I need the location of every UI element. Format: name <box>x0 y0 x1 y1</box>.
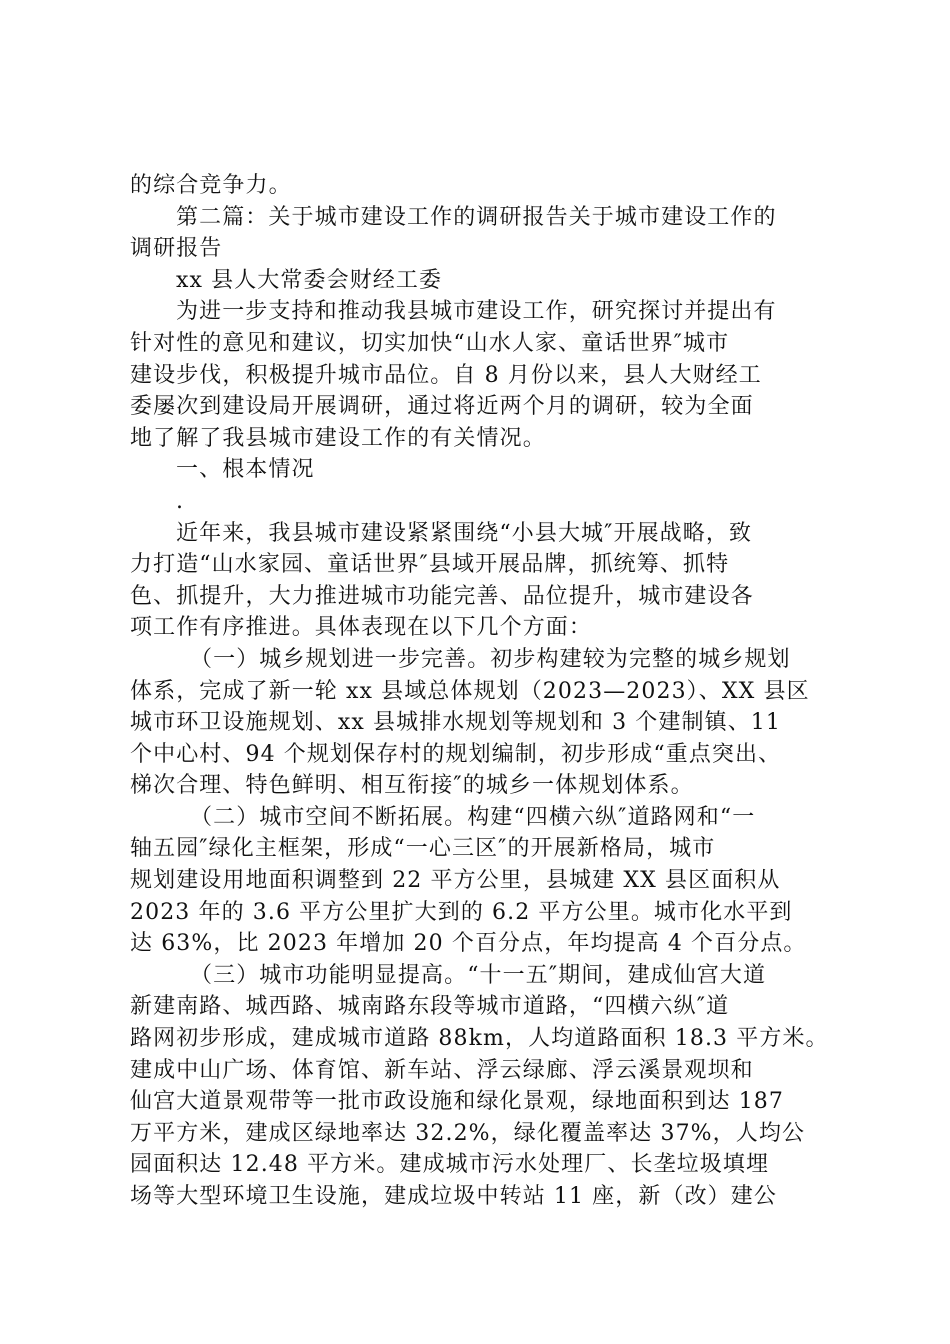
text-line: 路网初步形成，建成城市道路 88km，人均道路面积 18.3 平方米。 <box>130 1026 829 1052</box>
text-line: 2023 年的 3.6 平方公里扩大到的 6.2 平方公里。城市化水平到 <box>130 899 793 925</box>
text-line: 项工作有序推进。具体表现在以下几个方面： <box>130 615 593 641</box>
author-line: xx 县人大常委会财经工委 <box>176 267 443 293</box>
text-line: 轴五园″绿化主框架，形成“一心三区″的开展新格局，城市 <box>130 836 716 862</box>
section-heading: 第二篇：关于城市建设工作的调研报告关于城市建设工作的 <box>176 204 777 230</box>
text-line: 调研报告 <box>130 236 223 262</box>
text-line: 针对性的意见和建议，切实加快“山水人家、童话世界″城市 <box>130 330 730 356</box>
text-line: 新建南路、城西路、城南路东段等城市道路，“四横六纵″道 <box>130 994 730 1020</box>
text-line: 规划建设用地面积调整到 22 平方公里，县城建 XX 县区面积从 <box>130 868 781 894</box>
text-line: 体系，完成了新一轮 xx 县域总体规划（2023—2023）、XX 县区 <box>130 678 810 704</box>
text-line: 委屡次到建设局开展调研，通过将近两个月的调研，较为全面 <box>130 394 754 420</box>
text-line: 园面积达 12.48 平方米。建成城市污水处理厂、长垄垃圾填埋 <box>130 1152 770 1178</box>
text-line: 近年来，我县城市建设紧紧围绕“小县大城″开展战略，致 <box>176 520 753 546</box>
paragraph-start: （三）城市功能明显提高。“十一五″期间，建成仙宫大道 <box>190 962 767 988</box>
subsection-heading: 一、根本情况 <box>176 457 315 483</box>
text-line: 为进一步支持和推动我县城市建设工作，研究探讨并提出有 <box>176 299 777 325</box>
text-line: 个中心村、94 个规划保存村的规划编制，初步形成“重点突出、 <box>130 741 782 767</box>
dot-line: . <box>176 488 185 514</box>
text-line: 建设步伐，积极提升城市品位。自 8 月份以来，县人大财经工 <box>130 362 762 388</box>
text-line: 色、抓提升，大力推进城市功能完善、品位提升，城市建设各 <box>130 583 754 609</box>
text-line: 场等大型环境卫生设施，建成垃圾中转站 11 座，新（改）建公 <box>130 1184 777 1209</box>
text-line: 万平方米，建成区绿地率达 32.2%，绿化覆盖率达 37%，人均公 <box>130 1120 806 1146</box>
text-line: 力打造“山水家园、童话世界″县域开展品牌，抓统筹、抓特 <box>130 552 730 578</box>
document-body <box>130 170 830 1213</box>
text-line: 梯次合理、特色鲜明、相互衔接″的城乡一体规划体系。 <box>130 773 694 799</box>
text-line: 达 63%，比 2023 年增加 20 个百分点，年均提高 4 个百分点。 <box>130 931 807 957</box>
paragraph-start: （二）城市空间不断拓展。构建“四横六纵″道路网和“一 <box>190 804 756 830</box>
text-line: 城市环卫设施规划、xx 县城排水规划等规划和 3 个建制镇、11 <box>130 710 781 736</box>
text-line: 地了解了我县城市建设工作的有关情况。 <box>130 425 546 451</box>
paragraph-start: （一）城乡规划进一步完善。初步构建较为完整的城乡规划 <box>190 646 791 672</box>
text-line: 的综合竞争力。 <box>130 173 292 198</box>
text-line: 建成中山广场、体育馆、新车站、浮云绿廊、浮云溪景观坝和 <box>130 1057 754 1083</box>
text-line: 仙宫大道景观带等一批市政设施和绿化景观，绿地面积到达 187 <box>130 1089 784 1115</box>
